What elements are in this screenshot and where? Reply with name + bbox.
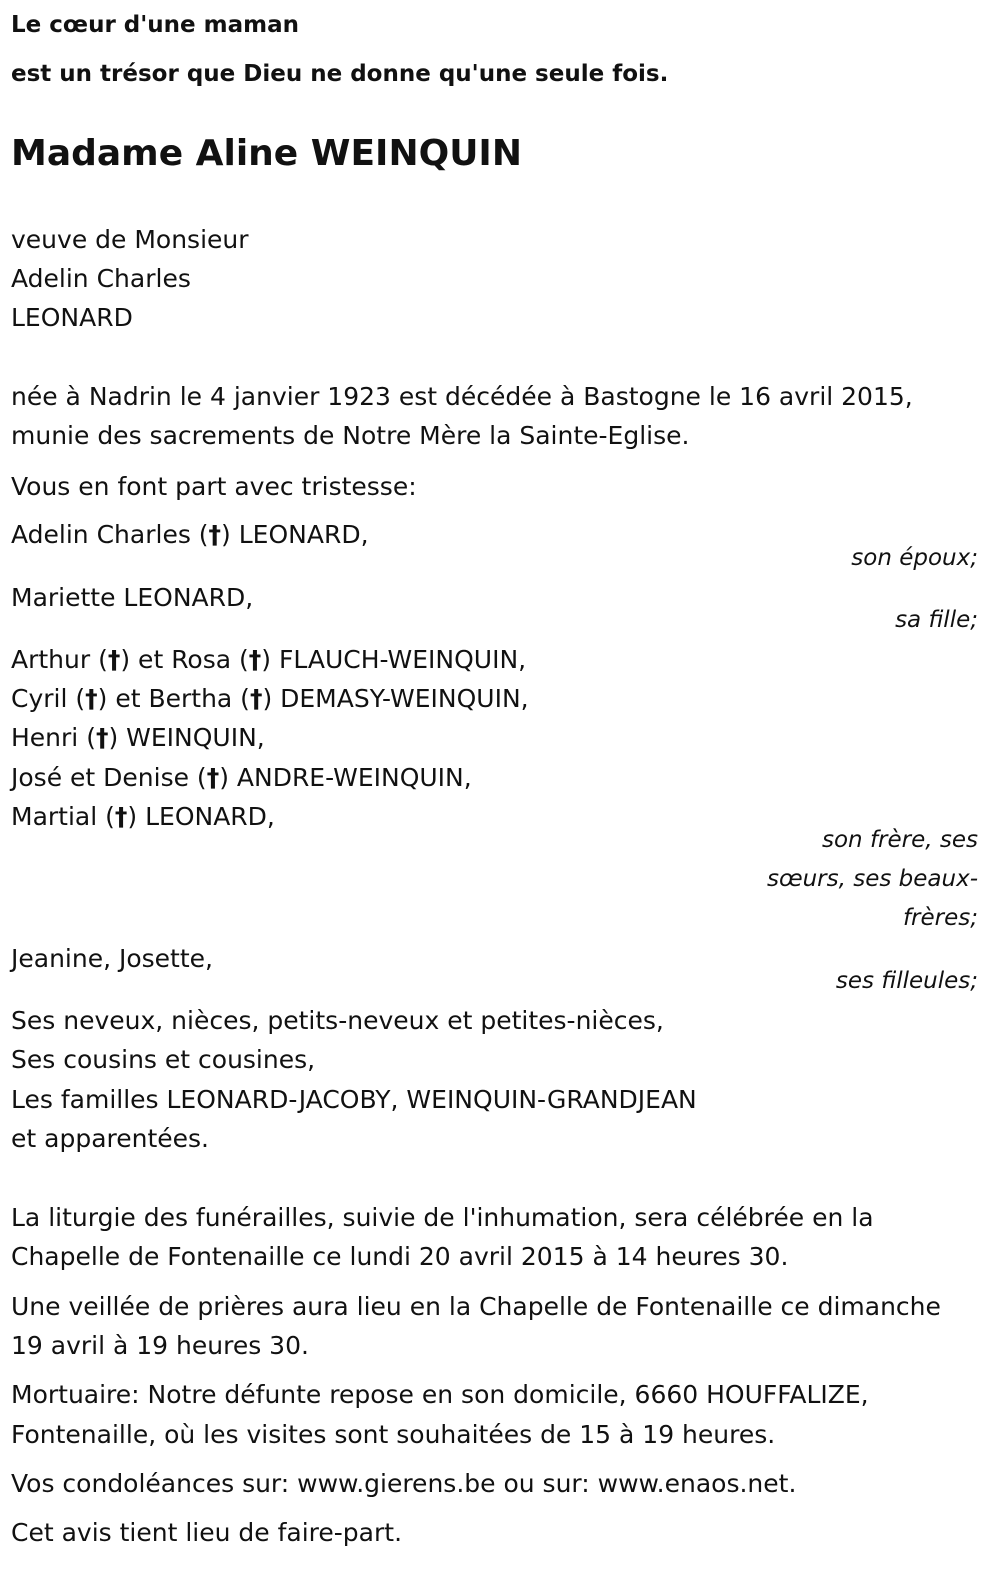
sibling-line-5: [11, 797, 275, 837]
sibling-text: ) et Bertha (: [97, 684, 250, 713]
condolences-line: Vos condoléances sur: www.gierens.be ou sur: www.enaos.net.: [11, 1469, 797, 1498]
vigil-line-2: 19 avril à 19 heures 30.: [11, 1331, 309, 1360]
cross-icon: †: [114, 802, 128, 831]
sibling-text: ) FLAUCH-WEINQUIN,: [261, 645, 527, 674]
cross-icon: †: [107, 645, 121, 674]
mortuary-line-1: Mortuaire: Notre défunte repose en son domicile, 6660 HOUFFALIZE,: [11, 1380, 869, 1409]
closing-line: Cet avis tient lieu de faire-part.: [11, 1518, 403, 1547]
daughter-role: sa fille;: [895, 607, 978, 633]
spouse-line-2: Adelin Charles: [11, 264, 191, 293]
husband-line: [11, 515, 369, 555]
others-line-4: et apparentées.: [11, 1124, 209, 1153]
daughter-line: Mariette LEONARD,: [11, 583, 254, 612]
cross-icon: †: [85, 684, 98, 713]
vigil-line-1: Une veillée de prières aura lieu en la Chapelle de Fontenaille ce dimanche: [11, 1292, 941, 1321]
sibling-line-2: [11, 679, 529, 719]
sibling-text: Cyril (: [11, 684, 86, 713]
sibling-text: ) ANDRE-WEINQUIN,: [219, 763, 472, 792]
sibling-line-3: [11, 718, 265, 758]
sibling-text: José et Denise (: [11, 763, 207, 792]
others-line-2: Ses cousins et cousines,: [11, 1045, 316, 1074]
goddaughters-role: ses filleules;: [835, 968, 978, 994]
funeral-line-2: Chapelle de Fontenaille ce lundi 20 avril 2015 à 14 heures 30.: [11, 1242, 789, 1271]
cross-icon: †: [206, 763, 220, 792]
mortuary-line-2: Fontenaille, où les visites sont souhaitées de 15 à 19 heures.: [11, 1420, 776, 1449]
sibling-text: ) et Rosa (: [120, 645, 249, 674]
cross-icon: †: [249, 684, 263, 713]
epigraph-line-1: Le cœur d'une maman: [11, 12, 299, 38]
sibling-line-1: [11, 640, 526, 680]
spouse-line-1: veuve de Monsieur: [11, 225, 249, 254]
sibling-text: Henri (: [11, 723, 96, 752]
cross-icon: †: [248, 645, 262, 674]
sibling-line-4: [11, 758, 472, 798]
sibling-text: ) WEINQUIN,: [108, 723, 265, 752]
sibling-text: ) DEMASY-WEINQUIN,: [262, 684, 529, 713]
husband-role: son époux;: [851, 545, 978, 571]
others-line-3: Les familles LEONARD-JACOBY, WEINQUIN-GRANDJEAN: [11, 1085, 697, 1114]
deceased-name: Madame Aline WEINQUIN: [11, 133, 522, 174]
sibling-text: ) LEONARD,: [127, 802, 275, 831]
sibling-text: Arthur (: [11, 645, 108, 674]
cross-icon: †: [95, 723, 109, 752]
epigraph-line-2: est un trésor que Dieu ne donne qu'une seule fois.: [11, 61, 669, 87]
spouse-line-3: LEONARD: [11, 303, 133, 332]
funeral-line-1: La liturgie des funérailles, suivie de l'inhumation, sera célébrée en la: [11, 1203, 874, 1232]
husband-surname-part: ) LEONARD,: [221, 520, 369, 549]
birth-death-line-2: munie des sacrements de Notre Mère la Sainte-Eglise.: [11, 421, 690, 450]
goddaughters-line: Jeanine, Josette,: [11, 944, 213, 973]
siblings-role-line-3: frères;: [902, 905, 978, 931]
sibling-text: Martial (: [11, 802, 115, 831]
cross-icon: †: [208, 520, 222, 549]
birth-death-line-1: née à Nadrin le 4 janvier 1923 est décédée à Bastogne le 16 avril 2015,: [11, 382, 913, 411]
others-line-1: Ses neveux, nièces, petits-neveux et petites-nièces,: [11, 1006, 664, 1035]
husband-name-part: Adelin Charles (: [11, 520, 209, 549]
siblings-role-line-2: sœurs, ses beaux-: [766, 866, 978, 892]
announce-intro: Vous en font part avec tristesse:: [11, 472, 417, 501]
siblings-role-line-1: son frère, ses: [822, 827, 978, 853]
